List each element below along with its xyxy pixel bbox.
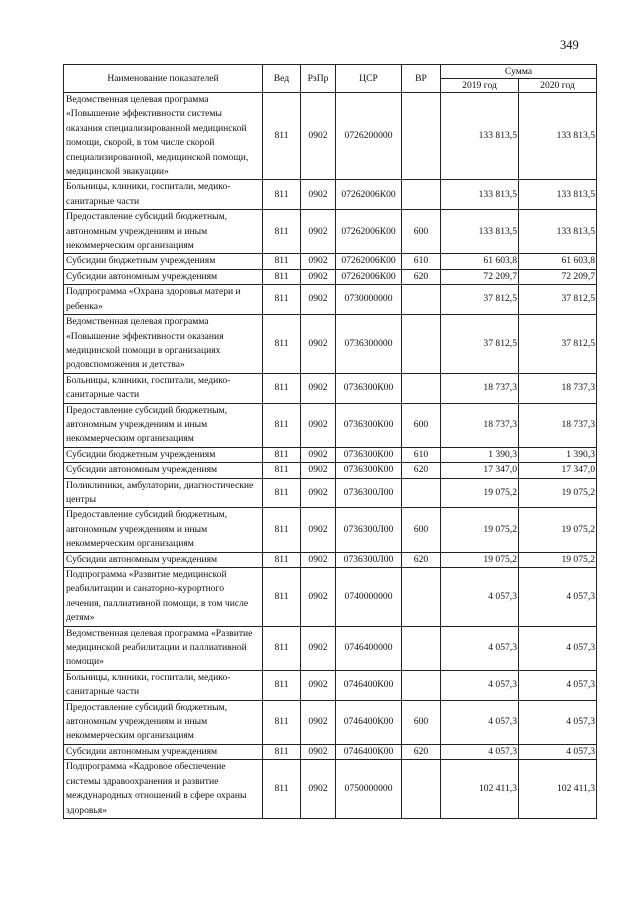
row-rzpr-cell: 0902 bbox=[301, 180, 336, 210]
row-rzpr-cell: 0902 bbox=[301, 269, 336, 284]
row-name-cell: Субсидии автономным учреждениям bbox=[64, 463, 263, 478]
row-csr-cell: 07262006К00 bbox=[336, 254, 402, 269]
table-header bbox=[64, 65, 597, 93]
row-name-cell: Подпрограмма «Развитие медицинской реабилитации и санаторно-курортного лечения, паллиативной помощи, в том числе детям» bbox=[64, 568, 263, 627]
row-rzpr-cell: 0902 bbox=[301, 285, 336, 315]
row-rzpr-cell: 0902 bbox=[301, 447, 336, 462]
row-2020-cell: 133 813,5 bbox=[519, 210, 597, 254]
row-2020-cell: 17 347,0 bbox=[519, 463, 597, 478]
row-vr-cell bbox=[402, 478, 441, 508]
row-ved-cell: 811 bbox=[263, 447, 301, 462]
table-row bbox=[64, 478, 597, 508]
row-vr-cell bbox=[402, 760, 441, 819]
row-2019-cell: 4 057,3 bbox=[441, 670, 519, 700]
row-name-cell: Предоставление субсидий бюджетным, автономным учреждениям и иным некоммерческим организациям bbox=[64, 403, 263, 447]
row-ved-cell: 811 bbox=[263, 373, 301, 403]
row-2019-cell: 1 390,3 bbox=[441, 447, 519, 462]
row-rzpr-cell: 0902 bbox=[301, 626, 336, 670]
row-2020-cell: 37 812,5 bbox=[519, 315, 597, 374]
row-ved-cell: 811 bbox=[263, 744, 301, 759]
row-ved-cell: 811 bbox=[263, 93, 301, 180]
row-name-cell: Субсидии автономным учреждениям bbox=[64, 552, 263, 567]
table-row bbox=[64, 180, 597, 210]
row-rzpr-cell: 0902 bbox=[301, 254, 336, 269]
row-vr-cell bbox=[402, 568, 441, 627]
row-2020-cell: 4 057,3 bbox=[519, 700, 597, 744]
row-name-cell: Больницы, клиники, госпитали, медико-санитарные части bbox=[64, 180, 263, 210]
row-csr-cell: 07262006К00 bbox=[336, 210, 402, 254]
row-csr-cell: 07262006К00 bbox=[336, 269, 402, 284]
row-csr-cell: 0750000000 bbox=[336, 760, 402, 819]
row-name-cell: Предоставление субсидий бюджетным, автономным учреждениям и иным некоммерческим организациям bbox=[64, 210, 263, 254]
row-ved-cell: 811 bbox=[263, 315, 301, 374]
table-body bbox=[64, 93, 597, 819]
row-csr-cell: 0740000000 bbox=[336, 568, 402, 627]
row-ved-cell: 811 bbox=[263, 210, 301, 254]
row-2019-cell: 61 603,8 bbox=[441, 254, 519, 269]
row-2020-cell: 133 813,5 bbox=[519, 180, 597, 210]
header-vr: ВР bbox=[402, 65, 441, 93]
row-rzpr-cell: 0902 bbox=[301, 93, 336, 180]
row-csr-cell: 0746400К00 bbox=[336, 700, 402, 744]
row-2020-cell: 19 075,2 bbox=[519, 552, 597, 567]
row-vr-cell: 620 bbox=[402, 269, 441, 284]
row-vr-cell: 600 bbox=[402, 508, 441, 552]
table-row bbox=[64, 744, 597, 759]
row-vr-cell bbox=[402, 373, 441, 403]
header-ved: Вед bbox=[263, 65, 301, 93]
row-rzpr-cell: 0902 bbox=[301, 508, 336, 552]
table-row bbox=[64, 760, 597, 819]
page-number: 349 bbox=[560, 38, 579, 52]
row-name-cell: Ведомственная целевая программа «Повышение эффективности оказания медицинской помощи в организациях родовспоможения и детства» bbox=[64, 315, 263, 374]
row-name-cell: Предоставление субсидий бюджетным, автономным учреждениям и иным некоммерческим организациям bbox=[64, 700, 263, 744]
table-row bbox=[64, 626, 597, 670]
row-2019-cell: 37 812,5 bbox=[441, 315, 519, 374]
row-2020-cell: 72 209,7 bbox=[519, 269, 597, 284]
row-rzpr-cell: 0902 bbox=[301, 670, 336, 700]
row-2019-cell: 133 813,5 bbox=[441, 210, 519, 254]
row-csr-cell: 0736300Л00 bbox=[336, 508, 402, 552]
row-vr-cell: 600 bbox=[402, 700, 441, 744]
row-name-cell: Ведомственная целевая программа «Повышение эффективности системы оказания специализированной медицинской помощи, скорой, в том числе скорой специализированной, медицинской помощи, медицинской эвакуации» bbox=[64, 93, 263, 180]
row-2019-cell: 102 411,3 bbox=[441, 760, 519, 819]
row-2020-cell: 19 075,2 bbox=[519, 508, 597, 552]
row-vr-cell: 620 bbox=[402, 744, 441, 759]
row-rzpr-cell: 0902 bbox=[301, 568, 336, 627]
row-name-cell: Больницы, клиники, госпитали, медико-санитарные части bbox=[64, 373, 263, 403]
row-2019-cell: 4 057,3 bbox=[441, 568, 519, 627]
row-2019-cell: 18 737,3 bbox=[441, 403, 519, 447]
row-2020-cell: 4 057,3 bbox=[519, 744, 597, 759]
row-csr-cell: 0736300К00 bbox=[336, 403, 402, 447]
row-csr-cell: 0746400К00 bbox=[336, 670, 402, 700]
row-vr-cell bbox=[402, 670, 441, 700]
row-ved-cell: 811 bbox=[263, 180, 301, 210]
row-2020-cell: 37 812,5 bbox=[519, 285, 597, 315]
row-2019-cell: 133 813,5 bbox=[441, 180, 519, 210]
table-row bbox=[64, 315, 597, 374]
row-name-cell: Субсидии автономным учреждениям bbox=[64, 744, 263, 759]
row-2020-cell: 4 057,3 bbox=[519, 568, 597, 627]
row-csr-cell: 07262006К00 bbox=[336, 180, 402, 210]
row-name-cell: Больницы, клиники, госпитали, медико-санитарные части bbox=[64, 670, 263, 700]
table-row bbox=[64, 285, 597, 315]
budget-table bbox=[63, 64, 597, 819]
row-2019-cell: 19 075,2 bbox=[441, 478, 519, 508]
row-csr-cell: 0736300К00 bbox=[336, 447, 402, 462]
row-ved-cell: 811 bbox=[263, 403, 301, 447]
header-sum: Сумма bbox=[441, 65, 597, 79]
row-vr-cell: 620 bbox=[402, 552, 441, 567]
row-ved-cell: 811 bbox=[263, 760, 301, 819]
row-vr-cell bbox=[402, 93, 441, 180]
row-2020-cell: 19 075,2 bbox=[519, 478, 597, 508]
table-row bbox=[64, 568, 597, 627]
row-vr-cell bbox=[402, 180, 441, 210]
row-name-cell: Ведомственная целевая программа «Развитие медицинской реабилитации и паллиативной помощи» bbox=[64, 626, 263, 670]
row-vr-cell bbox=[402, 285, 441, 315]
row-ved-cell: 811 bbox=[263, 254, 301, 269]
row-rzpr-cell: 0902 bbox=[301, 373, 336, 403]
row-csr-cell: 0746400К00 bbox=[336, 744, 402, 759]
header-rzpr: РзПр bbox=[301, 65, 336, 93]
table-row bbox=[64, 93, 597, 180]
row-2019-cell: 4 057,3 bbox=[441, 744, 519, 759]
row-csr-cell: 0736300000 bbox=[336, 315, 402, 374]
row-ved-cell: 811 bbox=[263, 700, 301, 744]
row-name-cell: Субсидии бюджетным учреждениям bbox=[64, 254, 263, 269]
header-name: Наименование показателей bbox=[64, 65, 263, 93]
row-2019-cell: 133 813,5 bbox=[441, 93, 519, 180]
row-2020-cell: 4 057,3 bbox=[519, 626, 597, 670]
table-row bbox=[64, 508, 597, 552]
row-rzpr-cell: 0902 bbox=[301, 744, 336, 759]
row-2020-cell: 18 737,3 bbox=[519, 403, 597, 447]
row-ved-cell: 811 bbox=[263, 463, 301, 478]
row-2020-cell: 133 813,5 bbox=[519, 93, 597, 180]
row-2019-cell: 19 075,2 bbox=[441, 552, 519, 567]
row-ved-cell: 811 bbox=[263, 508, 301, 552]
row-ved-cell: 811 bbox=[263, 552, 301, 567]
row-ved-cell: 811 bbox=[263, 269, 301, 284]
row-rzpr-cell: 0902 bbox=[301, 463, 336, 478]
row-csr-cell: 0736300Л00 bbox=[336, 478, 402, 508]
row-vr-cell: 600 bbox=[402, 403, 441, 447]
table-row bbox=[64, 670, 597, 700]
row-csr-cell: 0726200000 bbox=[336, 93, 402, 180]
row-csr-cell: 0736300Л00 bbox=[336, 552, 402, 567]
row-vr-cell: 620 bbox=[402, 463, 441, 478]
row-2019-cell: 37 812,5 bbox=[441, 285, 519, 315]
table-row bbox=[64, 373, 597, 403]
row-rzpr-cell: 0902 bbox=[301, 210, 336, 254]
header-2019: 2019 год bbox=[441, 79, 519, 93]
row-vr-cell bbox=[402, 315, 441, 374]
row-name-cell: Субсидии бюджетным учреждениям bbox=[64, 447, 263, 462]
row-name-cell: Субсидии автономным учреждениям bbox=[64, 269, 263, 284]
table-row bbox=[64, 552, 597, 567]
row-2020-cell: 18 737,3 bbox=[519, 373, 597, 403]
row-name-cell: Предоставление субсидий бюджетным, автономным учреждениям и иным некоммерческим организациям bbox=[64, 508, 263, 552]
table-row bbox=[64, 254, 597, 269]
row-rzpr-cell: 0902 bbox=[301, 760, 336, 819]
row-name-cell: Подпрограмма «Кадровое обеспечение системы здравоохранения и развитие международных отношений в сфере охраны здоровья» bbox=[64, 760, 263, 819]
table-row bbox=[64, 210, 597, 254]
row-2019-cell: 19 075,2 bbox=[441, 508, 519, 552]
table-row bbox=[64, 447, 597, 462]
row-rzpr-cell: 0902 bbox=[301, 700, 336, 744]
row-name-cell: Поликлиники, амбулатории, диагностические центры bbox=[64, 478, 263, 508]
row-vr-cell bbox=[402, 626, 441, 670]
row-2019-cell: 18 737,3 bbox=[441, 373, 519, 403]
row-2019-cell: 4 057,3 bbox=[441, 626, 519, 670]
row-ved-cell: 811 bbox=[263, 568, 301, 627]
row-2020-cell: 1 390,3 bbox=[519, 447, 597, 462]
table-row bbox=[64, 463, 597, 478]
row-ved-cell: 811 bbox=[263, 626, 301, 670]
table-row bbox=[64, 403, 597, 447]
row-2020-cell: 61 603,8 bbox=[519, 254, 597, 269]
row-csr-cell: 0736300К00 bbox=[336, 463, 402, 478]
row-2019-cell: 4 057,3 bbox=[441, 700, 519, 744]
row-csr-cell: 0736300К00 bbox=[336, 373, 402, 403]
row-vr-cell: 610 bbox=[402, 447, 441, 462]
row-2020-cell: 102 411,3 bbox=[519, 760, 597, 819]
row-vr-cell: 610 bbox=[402, 254, 441, 269]
row-rzpr-cell: 0902 bbox=[301, 552, 336, 567]
header-csr: ЦСР bbox=[336, 65, 402, 93]
table-row bbox=[64, 700, 597, 744]
row-rzpr-cell: 0902 bbox=[301, 478, 336, 508]
row-2019-cell: 72 209,7 bbox=[441, 269, 519, 284]
row-csr-cell: 0730000000 bbox=[336, 285, 402, 315]
row-2019-cell: 17 347,0 bbox=[441, 463, 519, 478]
row-ved-cell: 811 bbox=[263, 670, 301, 700]
row-name-cell: Подпрограмма «Охрана здоровья матери и ребенка» bbox=[64, 285, 263, 315]
row-vr-cell: 600 bbox=[402, 210, 441, 254]
row-csr-cell: 0746400000 bbox=[336, 626, 402, 670]
row-rzpr-cell: 0902 bbox=[301, 315, 336, 374]
header-2020: 2020 год bbox=[519, 79, 597, 93]
row-ved-cell: 811 bbox=[263, 478, 301, 508]
table-row bbox=[64, 269, 597, 284]
row-ved-cell: 811 bbox=[263, 285, 301, 315]
row-2020-cell: 4 057,3 bbox=[519, 670, 597, 700]
row-rzpr-cell: 0902 bbox=[301, 403, 336, 447]
